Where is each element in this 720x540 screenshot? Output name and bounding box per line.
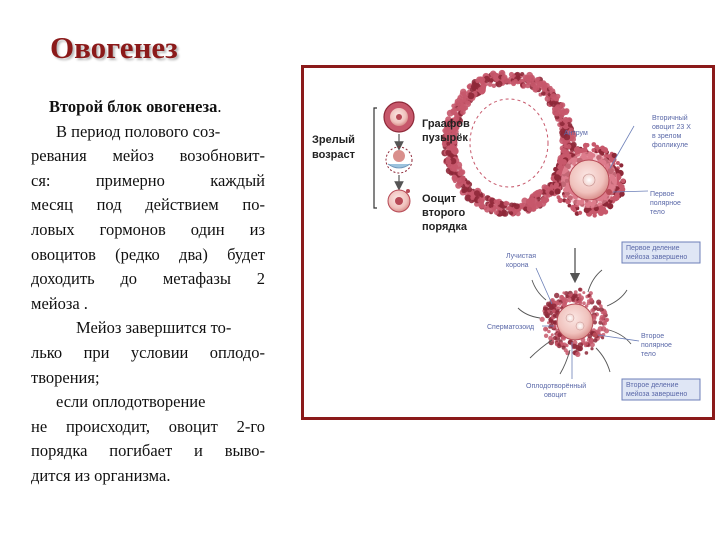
label-fertilized-1: Оплодотворённый <box>526 383 587 390</box>
text-line: доходить до метафазы 2 <box>31 269 265 289</box>
text-line: Мейоз завершится то- <box>76 318 232 338</box>
text-block <box>31 95 265 489</box>
text-line: ловых гормонов один из <box>31 219 265 239</box>
label-second-polar-3: тело <box>641 351 656 358</box>
text-line: лько при условии оплодо- <box>31 342 265 362</box>
label-mature-age-1: Зрелый <box>312 134 355 146</box>
text-line: если оплодотворение <box>56 392 206 412</box>
label-first-polar-2: полярное <box>650 200 681 207</box>
text-line: овоцитов (редко два) будет <box>31 244 265 264</box>
label-secondary-oocyte-3: в зрелом <box>652 133 682 140</box>
text-line: В период полового соз- <box>56 121 221 141</box>
text-line: творения; <box>31 367 100 387</box>
label-first-division-1: Первое деление <box>626 245 680 252</box>
label-first-polar-1: Первое <box>650 191 675 198</box>
label-second-division-2: мейоза завершено <box>626 391 688 398</box>
label-graafian-2: пузырёк <box>422 132 468 144</box>
label-secondary-oocyte-4: фолликуле <box>652 142 689 149</box>
label-graafian-1: Граафов <box>422 118 470 130</box>
text-line: порядка погибает и выво- <box>31 441 265 461</box>
label-second-division-1: Второе деление <box>626 382 679 389</box>
label-first-division-2: мейоза завершено <box>626 254 688 261</box>
label-secondary-oocyte-2: овоцит 23 X <box>652 124 691 131</box>
page-title: Овогенез <box>50 30 178 65</box>
text-line: дится из организма. <box>31 465 171 485</box>
diagram-labels <box>304 68 712 417</box>
label-sperm: Сперматозоид <box>487 324 535 331</box>
label-antrum: Антрум <box>564 130 588 137</box>
oogenesis-diagram <box>301 65 715 420</box>
text-heading: Второй блок овогенеза <box>49 97 218 116</box>
label-oocyte2-1: Ооцит <box>422 193 457 205</box>
label-mature-age-2: возраст <box>312 149 356 161</box>
label-fertilized-2: овоцит <box>544 392 567 399</box>
label-secondary-oocyte-1: Вторичный <box>652 115 688 122</box>
label-oocyte2-2: второго <box>422 207 466 219</box>
text-heading-line <box>31 95 265 120</box>
text-line: ревания мейоз возобновит- <box>31 146 265 166</box>
label-corona-1: Лучистая <box>506 253 537 260</box>
label-second-polar-2: полярное <box>641 342 672 349</box>
label-second-polar-1: Второе <box>641 333 665 340</box>
text-line: ся: примерно каждый <box>31 170 265 190</box>
label-corona-2: корона <box>506 262 529 269</box>
text-line: месяц под действием по- <box>31 195 265 215</box>
text-line: не происходит, овоцит 2-го <box>31 416 265 436</box>
label-oocyte2-3: порядка <box>422 221 467 233</box>
text-heading-dot: . <box>217 97 222 116</box>
label-first-polar-3: тело <box>650 209 665 216</box>
text-line: мейоза . <box>31 293 88 313</box>
